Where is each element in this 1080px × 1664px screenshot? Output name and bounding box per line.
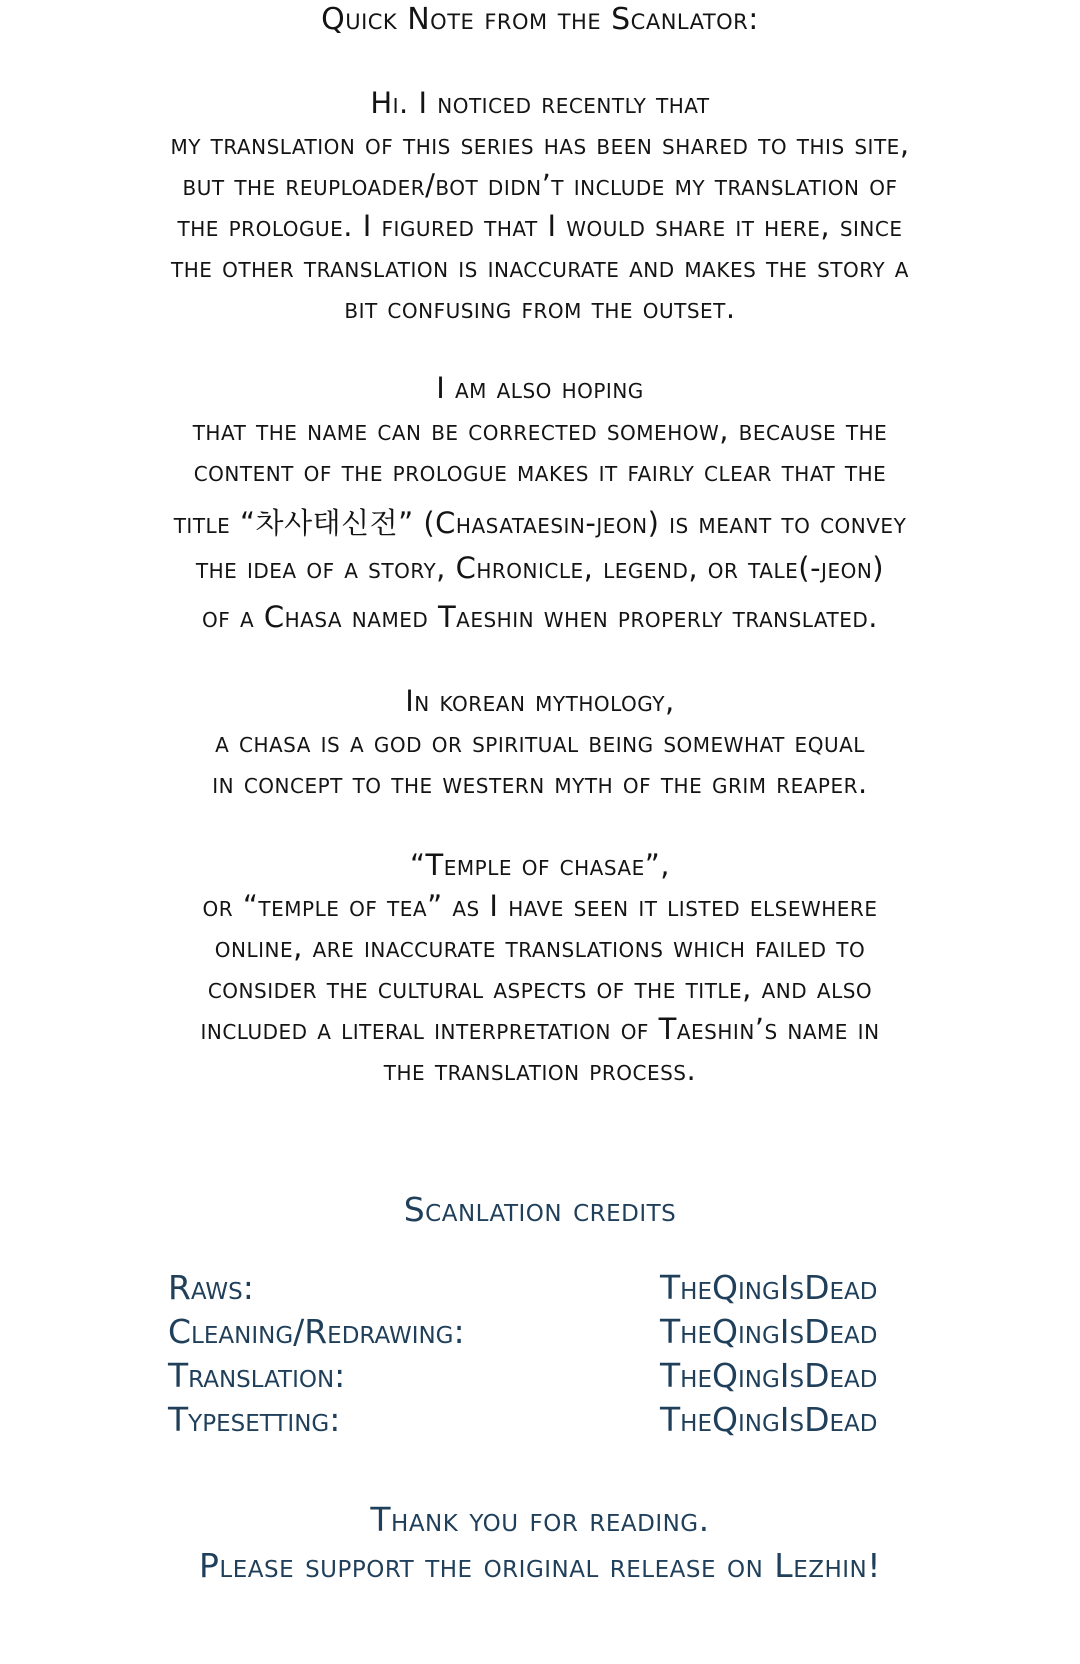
note-p1-line-3: but the reuploader/bot didn’t include my translation of <box>182 168 898 202</box>
note-p2-line-1: I am also hoping <box>436 371 644 405</box>
note-p2-line-4: title “차사태신전” (Chasataesin-jeon) is meant to convey <box>173 506 907 540</box>
note-p1-line-2: my translation of this series has been shared to this site, <box>170 127 910 161</box>
note-p2-line-2: that the name can be corrected somehow, because the <box>192 413 888 447</box>
credit-row <box>0 1312 1080 1356</box>
credit-name: TheQingIsDead <box>660 1400 878 1439</box>
note-p1-line-4: the prologue. I figured that I would share it here, since <box>177 209 903 243</box>
note-p1-line-6: bit confusing from the outset. <box>344 291 736 325</box>
credit-role: Cleaning/Redrawing: <box>168 1312 465 1351</box>
note-p4-line-4: consider the cultural aspects of the title, and also <box>207 971 873 1005</box>
thanks-message: Thank you for reading. <box>370 1500 710 1539</box>
note-p4-line-2: or “temple of tea” as I have seen it listed elsewhere <box>202 889 878 923</box>
note-p1-line-1: Hi. I noticed recently that <box>370 86 710 120</box>
note-p4-line-3: online, are inaccurate translations which failed to <box>214 930 866 964</box>
credit-name: TheQingIsDead <box>660 1356 878 1395</box>
credits-heading: Scanlation credits <box>403 1190 677 1229</box>
credit-row <box>0 1268 1080 1312</box>
credit-name: TheQingIsDead <box>660 1268 878 1307</box>
note-p2-line-6: of a Chasa named Taeshin when properly translated. <box>202 600 878 634</box>
note-p2-line-3: content of the prologue makes it fairly clear that the <box>193 454 887 488</box>
note-title: Quick Note from the Scanlator: <box>321 2 759 37</box>
note-p4-line-1: “Temple of chasae”, <box>410 848 670 882</box>
note-p3-line-3: in concept to the western myth of the grim reaper. <box>212 766 868 800</box>
note-p1-line-5: the other translation is inaccurate and makes the story a <box>171 250 909 284</box>
credit-role: Translation: <box>168 1356 346 1395</box>
note-p3-line-1: In korean mythology, <box>405 684 675 718</box>
credit-row <box>0 1356 1080 1400</box>
credit-row <box>0 1400 1080 1444</box>
credit-name: TheQingIsDead <box>660 1312 878 1351</box>
credit-role: Raws: <box>168 1268 254 1307</box>
credit-role: Typesetting: <box>168 1400 341 1439</box>
note-p3-line-2: a chasa is a god or spiritual being somewhat equal <box>215 725 865 759</box>
note-p4-line-5: included a literal interpretation of Taeshin’s name in <box>200 1012 880 1046</box>
note-p2-line-5: the idea of a story, Chronicle, legend, or tale(-jeon) <box>195 551 885 585</box>
note-p4-line-6: the translation process. <box>383 1053 697 1087</box>
support-message: Please support the original release on Lezhin! <box>198 1546 881 1585</box>
